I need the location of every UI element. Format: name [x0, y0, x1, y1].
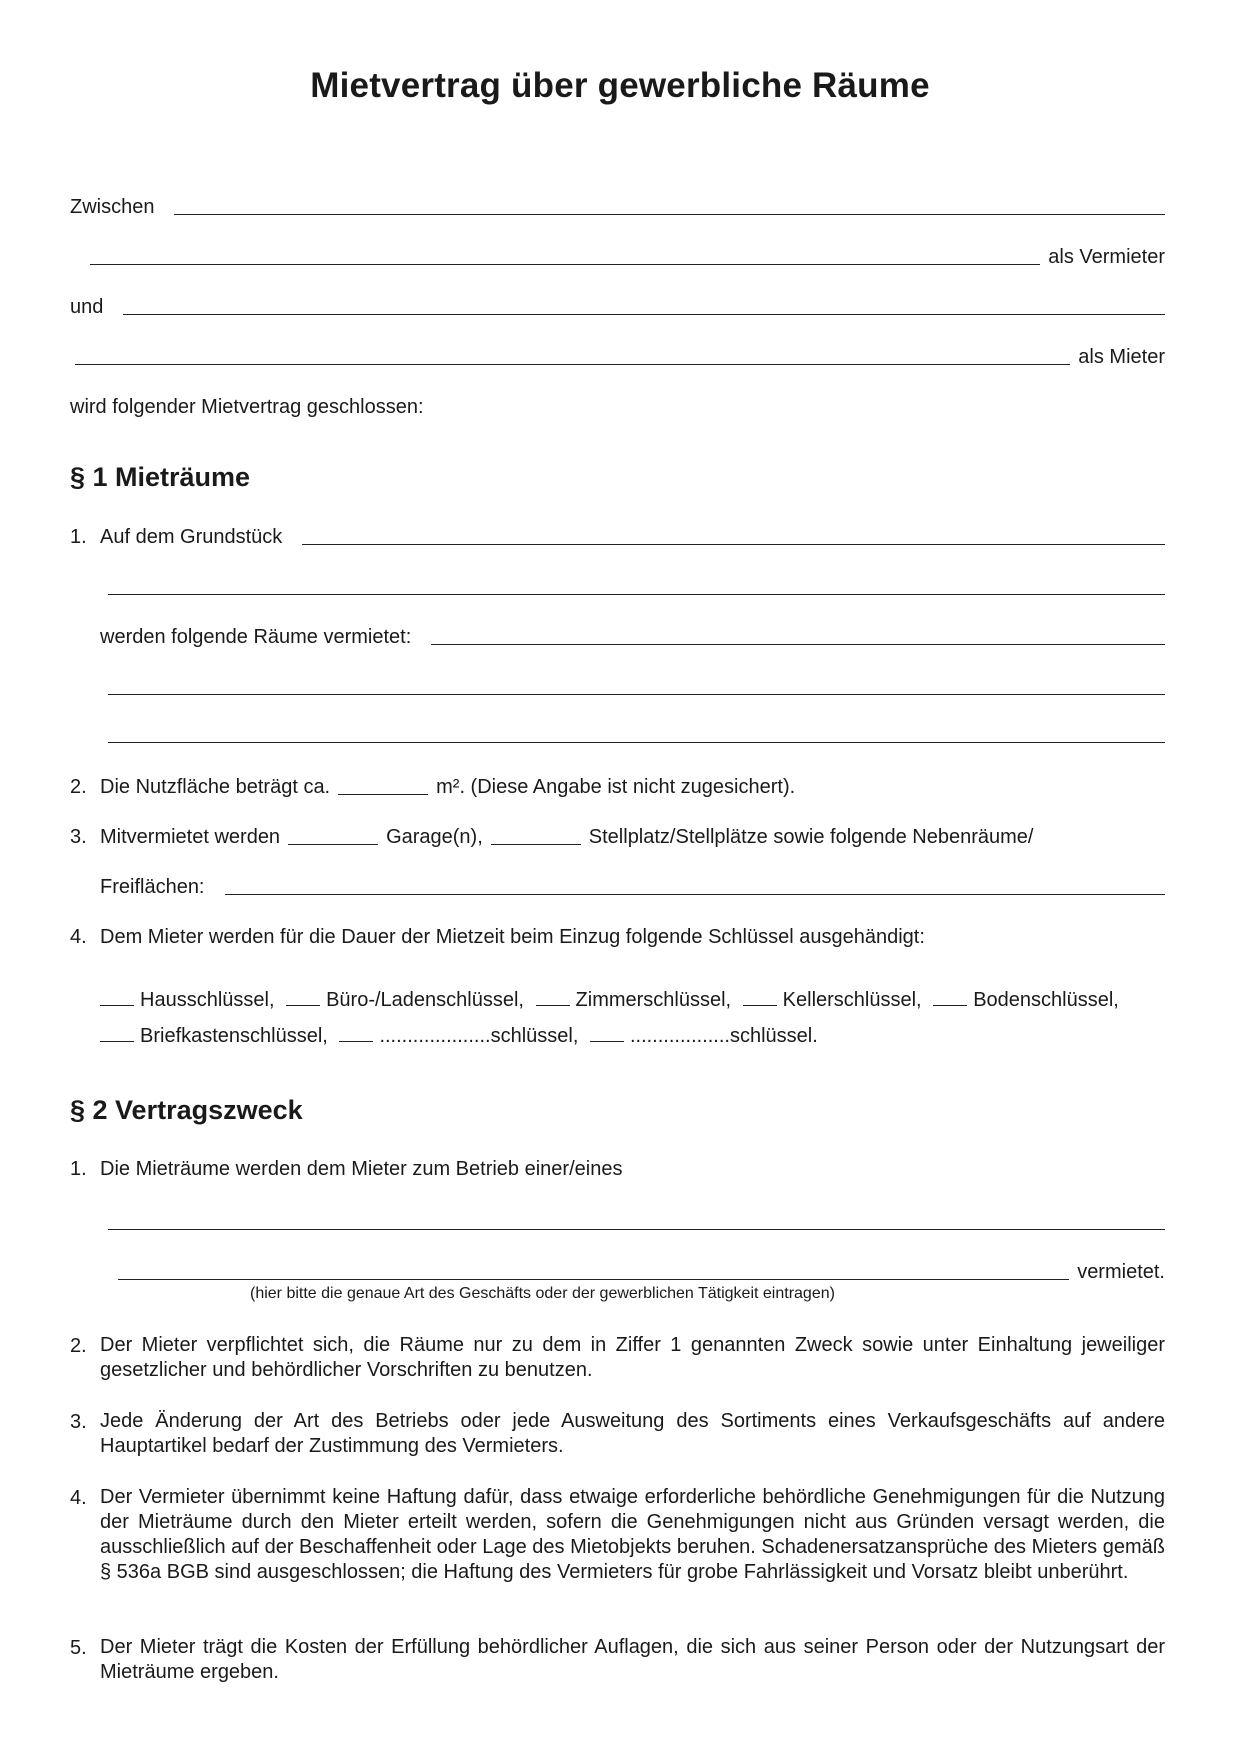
- property-field-line-2[interactable]: [108, 576, 1165, 595]
- property-field[interactable]: [302, 526, 1165, 545]
- key-attic: Bodenschlüssel,: [973, 989, 1119, 1011]
- other-key-1-count-field[interactable]: [339, 1024, 373, 1042]
- s1-rooms-row: [100, 620, 1165, 650]
- document-title: Mietvertrag über gewerbliche Räume: [310, 66, 930, 105]
- area-label: Die Nutzfläche beträgt ca.: [100, 776, 331, 798]
- s1-rooms-row-2: [108, 670, 1165, 700]
- und-label: und: [70, 296, 104, 318]
- zwischen-label: Zwischen: [70, 196, 155, 218]
- s2-item1-number: 1.: [70, 1158, 87, 1180]
- s1-item3-number: 3.: [70, 826, 87, 848]
- landlord-name-field[interactable]: [174, 196, 1165, 215]
- key-room: Zimmerschlüssel,: [575, 989, 732, 1011]
- parking-count-field[interactable]: [491, 826, 581, 845]
- rooms-field-line-2[interactable]: [108, 676, 1165, 695]
- s2-item4-number: 4.: [70, 1487, 87, 1509]
- s2-item1-row: [70, 1152, 1165, 1182]
- tenant-row-2: [75, 340, 1165, 370]
- key-office: Büro-/Ladenschlüssel,: [326, 989, 524, 1011]
- s2-item4-text: Der Vermieter übernimmt keine Haftung dafür, dass etwaige erforderliche behördliche Genehmigungen für die Nutzung der Mieträume durch den Mieter erteilt werden, sofern die Genehmigungen nicht aus Gründen versagt werden, die ausschließlich auf der Beschaffenheit oder Lage des Mietobjekts beruhen. Schadenersatzansprüche des Mieters gemäß § 536a BGB sind ausgeschlossen; die Haftung des Vermieters für grobe Fahrlässigkeit und Vorsatz bleibt unberührt.: [100, 1486, 1165, 1583]
- intro-text: wird folgender Mietvertrag geschlossen:: [70, 396, 424, 418]
- s2-item3-text: Jede Änderung der Art des Betriebs oder jede Ausweitung des Sortiments eines Verkaufsgeschäfts auf andere Hauptartikel bedarf der Zustimmung des Vermieters.: [100, 1410, 1165, 1457]
- section-2-heading: § 2 Vertragszweck: [70, 1095, 303, 1125]
- s1-item4-number: 4.: [70, 926, 87, 948]
- s1-item1-label: Auf dem Grundstück: [100, 526, 283, 548]
- s1-item1-row-2: [108, 570, 1165, 600]
- area-suffix: m². (Diese Angabe ist nicht zugesichert).: [436, 776, 796, 798]
- keys-intro: Dem Mieter werden für die Dauer der Mietzeit beim Einzug folgende Schlüssel ausgehändigt:: [100, 926, 925, 948]
- intro-row: [70, 390, 1165, 420]
- s1-item1-row: [70, 520, 1165, 550]
- attic-key-count-field[interactable]: [933, 988, 967, 1006]
- landlord-row-1: [70, 190, 1165, 220]
- s2-item5-number: 5.: [70, 1637, 87, 1659]
- open-spaces-field[interactable]: [225, 876, 1166, 895]
- s1-item3-row-2: [100, 870, 1165, 900]
- s2-item5-text: Der Mieter trägt die Kosten der Erfüllung behördlicher Auflagen, die sich aus seiner Person oder der Nutzungsart der Mieträume ergeben.: [100, 1636, 1165, 1683]
- purpose-field[interactable]: [108, 1211, 1165, 1230]
- s1-item3-row: [70, 820, 1165, 850]
- co-rented-label: Mitvermietet werden: [100, 826, 281, 848]
- rooms-label: werden folgende Räume vermietet:: [100, 626, 412, 648]
- als-vermieter-label: als Vermieter: [1048, 246, 1165, 268]
- tenant-row-1: [70, 290, 1165, 320]
- s2-item1-row-2: [108, 1205, 1165, 1235]
- cellar-key-count-field[interactable]: [743, 988, 777, 1006]
- s2-item2-number: 2.: [70, 1335, 87, 1357]
- other-key-2-count-field[interactable]: [590, 1024, 624, 1042]
- parking-label: Stellplatz/Stellplätze sowie folgende Nebenräume/: [588, 826, 1034, 848]
- key-cellar: Kellerschlüssel,: [782, 989, 922, 1011]
- tenant-address-field[interactable]: [75, 346, 1070, 365]
- garage-count-field[interactable]: [288, 826, 378, 845]
- garage-label: Garage(n),: [386, 826, 483, 848]
- s1-item2-row: [70, 770, 1165, 800]
- key-house: Hausschlüssel,: [140, 989, 275, 1011]
- mailbox-key-count-field[interactable]: [100, 1024, 134, 1042]
- keys-line-1: [100, 988, 1119, 1012]
- area-field[interactable]: [338, 776, 428, 795]
- section-1-heading: § 1 Mieträume: [70, 462, 251, 492]
- landlord-address-field[interactable]: [90, 246, 1040, 265]
- purpose-hint: (hier bitte die genaue Art des Geschäfts oder der gewerblichen Tätigkeit eintragen): [250, 1285, 835, 1302]
- landlord-row-2: [90, 240, 1165, 270]
- house-key-count-field[interactable]: [100, 988, 134, 1006]
- key-other-1: ....................schlüssel,: [379, 1025, 579, 1047]
- key-mailbox: Briefkastenschlüssel,: [140, 1025, 328, 1047]
- key-other-2: ..................schlüssel.: [629, 1025, 818, 1047]
- room-key-count-field[interactable]: [536, 988, 570, 1006]
- purpose-intro: Die Mieträume werden dem Mieter zum Betrieb einer/eines: [100, 1158, 623, 1180]
- vermietet-label: vermietet.: [1077, 1261, 1165, 1283]
- purpose-field-line-2[interactable]: [118, 1261, 1069, 1280]
- s2-item2-text: Der Mieter verpflichtet sich, die Räume nur zu dem in Ziffer 1 genannten Zweck sowie unter Einhaltung jeweiliger gesetzlicher und behördlicher Vorschriften zu benutzen.: [100, 1334, 1165, 1381]
- s1-item2-number: 2.: [70, 776, 87, 798]
- s2-item1-row-3: [118, 1255, 1165, 1285]
- tenant-name-field[interactable]: [123, 296, 1165, 315]
- s1-rooms-row-3: [108, 718, 1165, 748]
- rooms-field[interactable]: [431, 626, 1165, 645]
- keys-line-2: [100, 1024, 818, 1048]
- s1-item4-row: [70, 920, 1165, 950]
- s1-item1-number: 1.: [70, 526, 87, 548]
- open-spaces-label: Freiflächen:: [100, 876, 205, 898]
- als-mieter-label: als Mieter: [1078, 346, 1165, 368]
- s2-item3-number: 3.: [70, 1411, 87, 1433]
- rooms-field-line-3[interactable]: [108, 724, 1165, 743]
- office-key-count-field[interactable]: [286, 988, 320, 1006]
